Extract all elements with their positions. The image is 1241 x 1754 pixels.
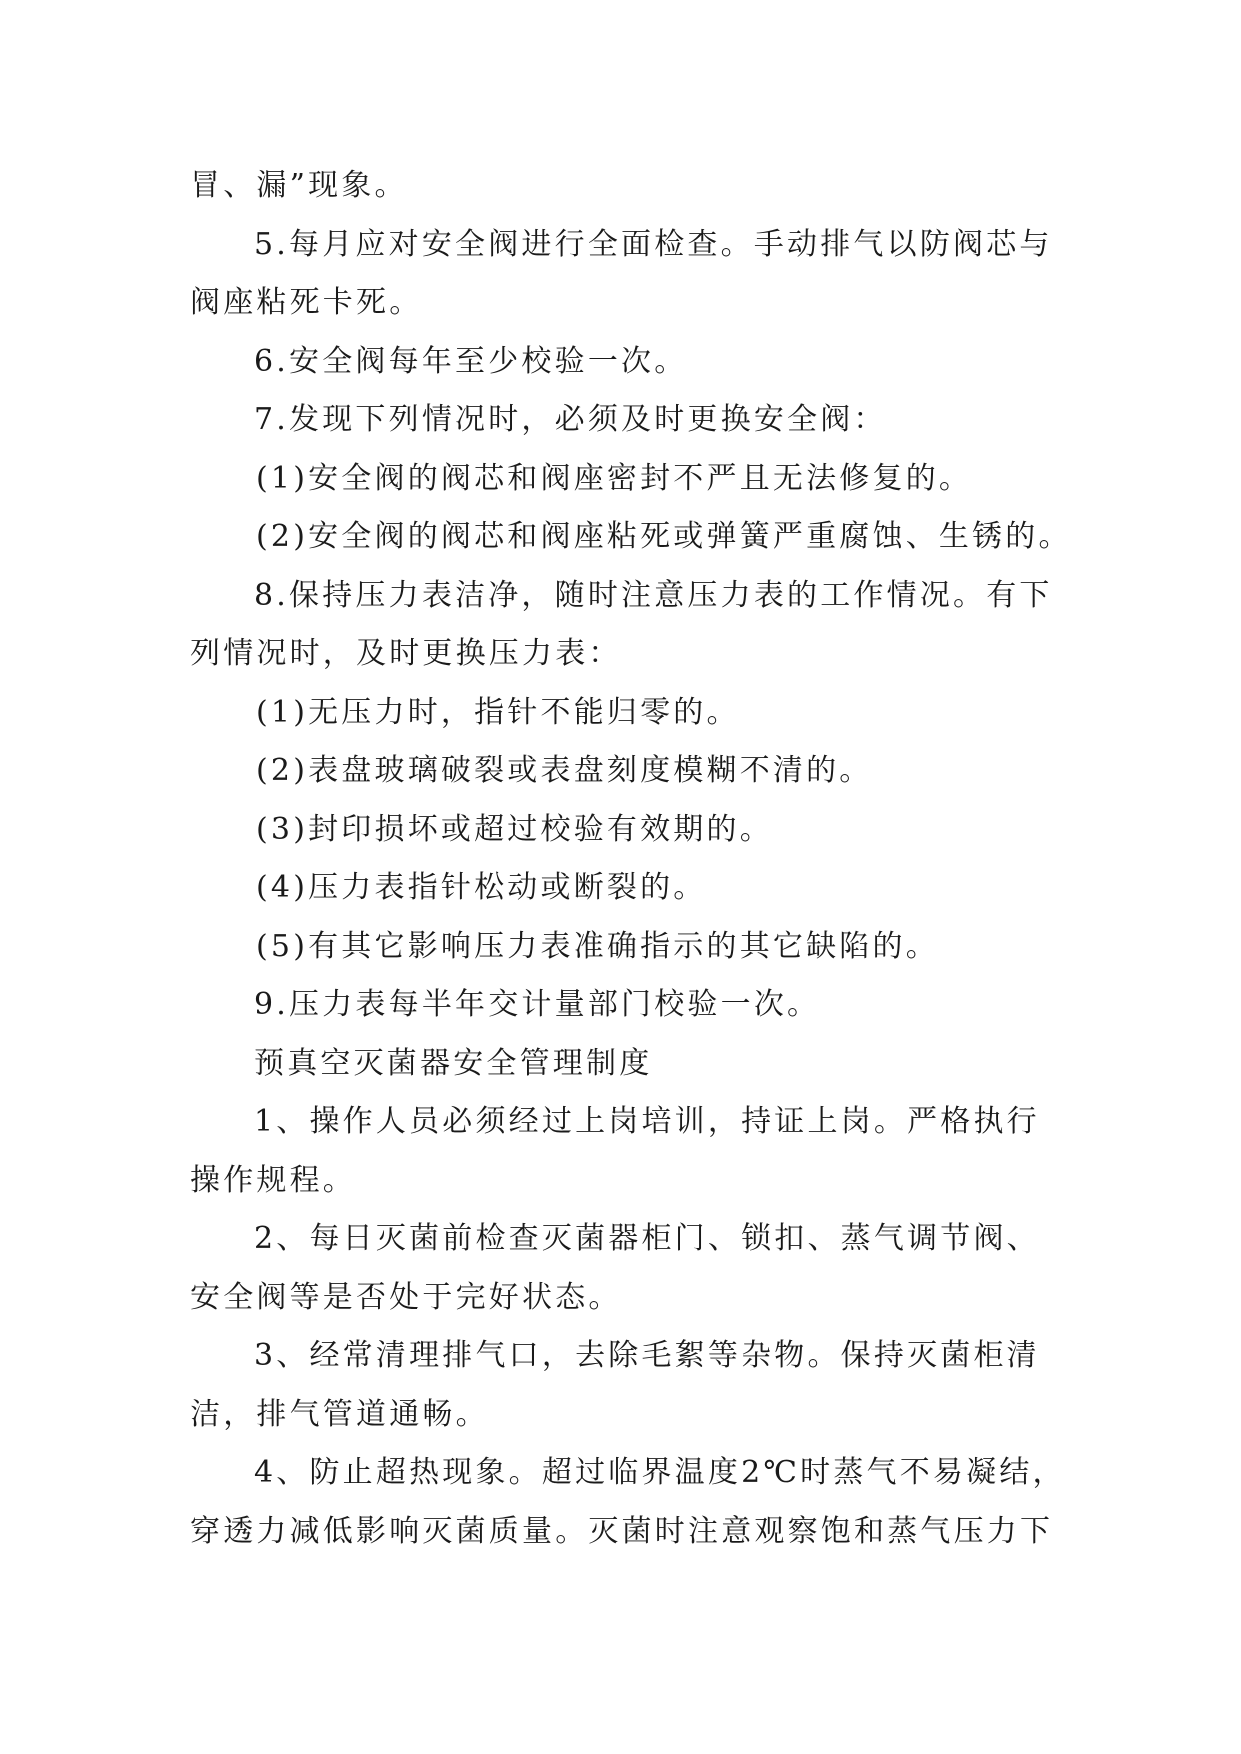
section-heading: 预真空灭菌器安全管理制度 xyxy=(254,1045,653,1081)
text-line: 列情况时，及时更换压力表： xyxy=(190,636,622,671)
text-line: (2)表盘玻璃破裂或表盘刻度模糊不清的。 xyxy=(256,753,873,788)
text-line: 洁，排气管道通畅。 xyxy=(190,1396,489,1432)
text-line: 1、操作人员必须经过上岗培训，持证上岗。严格执行 xyxy=(254,1104,1040,1139)
text-line: 冒、漏”现象。 xyxy=(190,168,408,203)
text-line: 3、经常清理排气口，去除毛絮等杂物。保持灭菌柜清 xyxy=(254,1338,1040,1373)
document-body xyxy=(190,157,1070,1561)
text-line: 7.发现下列情况时，必须及时更换安全阀： xyxy=(254,402,887,437)
text-line: (5)有其它影响压力表准确指示的其它缺陷的。 xyxy=(256,928,939,964)
text-line: (1)安全阀的阀芯和阀座密封不严且无法修复的。 xyxy=(256,460,973,496)
text-line: 5.每月应对安全阀进行全面检查。手动排气以防阀芯与 xyxy=(254,226,1053,262)
text-line: (3)封印损坏或超过校验有效期的。 xyxy=(256,811,773,847)
text-line: 安全阀等是否处于完好状态。 xyxy=(190,1279,622,1315)
text-line: (4)压力表指针松动或断裂的。 xyxy=(256,870,707,905)
text-line: (2)安全阀的阀芯和阀座粘死或弹簧严重腐蚀、生锈的。 xyxy=(256,519,1072,554)
text-line: 8.保持压力表洁净，随时注意压力表的工作情况。有下 xyxy=(254,577,1053,613)
text-line: 穿透力减低影响灭菌质量。灭菌时注意观察饱和蒸气压力下 xyxy=(190,1513,1054,1549)
text-line: 阀座粘死卡死。 xyxy=(190,285,423,320)
text-line: 9.压力表每半年交计量部门校验一次。 xyxy=(254,987,821,1022)
text-line: 4、防止超热现象。超过临界温度2℃时蒸气不易凝结， xyxy=(254,1455,1066,1490)
text-line: (1)无压力时，指针不能归零的。 xyxy=(256,694,740,730)
text-line: 6.安全阀每年至少校验一次。 xyxy=(254,343,688,379)
text-line: 2、每日灭菌前检查灭菌器柜门、锁扣、蒸气调节阀、 xyxy=(254,1221,1040,1256)
text-line: 操作规程。 xyxy=(190,1162,356,1198)
